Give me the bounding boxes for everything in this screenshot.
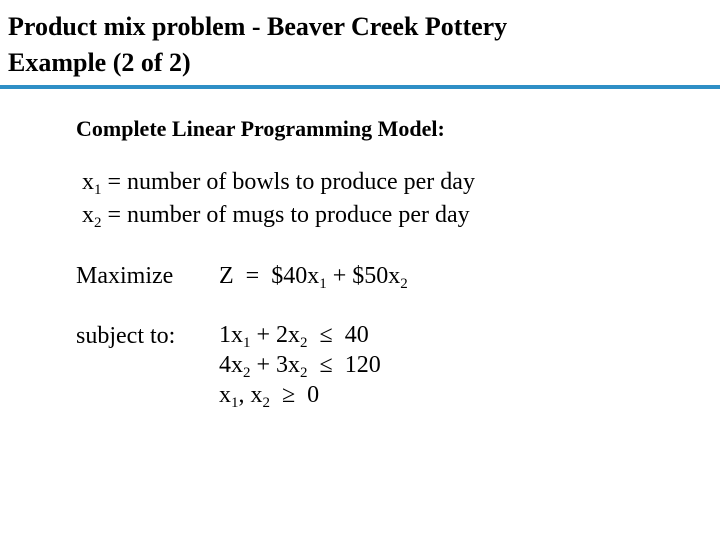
- constraint-relation: ≥ 0: [270, 382, 320, 408]
- constraint-term: 1x: [219, 322, 243, 348]
- objective-sub-1: 1: [319, 276, 327, 292]
- constraints-list: [219, 320, 381, 410]
- variable-name: x: [82, 169, 94, 195]
- constraint-row: [219, 380, 381, 410]
- constraint-term: x: [219, 382, 231, 408]
- constraint-relation: ≤ 40: [307, 322, 369, 348]
- variable-definition-2: [82, 199, 475, 232]
- constraints-label: subject to:: [76, 323, 176, 349]
- objective-lhs: Z = $40x: [219, 263, 320, 289]
- constraint-sub: 1: [231, 395, 239, 411]
- constraint-sub: 2: [262, 395, 270, 411]
- constraint-term: , x: [238, 382, 263, 408]
- constraint-term: 4x: [219, 352, 243, 378]
- objective-sub-2: 2: [400, 276, 408, 292]
- constraint-relation: ≤ 120: [307, 352, 381, 378]
- slide-title-line-1: Product mix problem - Beaver Creek Pottery: [8, 12, 508, 41]
- slide-title-line-2: Example (2 of 2): [8, 48, 191, 77]
- constraint-sub: 2: [300, 365, 308, 381]
- constraint-term: + 3x: [250, 352, 301, 378]
- variable-index: 1: [94, 182, 102, 198]
- slide-title: [8, 9, 507, 81]
- variable-name: x: [82, 202, 94, 228]
- constraint-row: [219, 320, 381, 350]
- variable-definitions: [82, 166, 475, 232]
- constraint-sub: 2: [243, 365, 251, 381]
- title-divider: [0, 85, 720, 89]
- variable-description: = number of bowls to produce per day: [101, 169, 475, 195]
- objective-label: Maximize: [76, 263, 174, 289]
- constraint-term: + 2x: [250, 322, 301, 348]
- model-heading: Complete Linear Programming Model:: [76, 116, 445, 141]
- variable-description: = number of mugs to produce per day: [101, 202, 470, 228]
- objective-mid: + $50x: [326, 263, 401, 289]
- objective-function: [219, 260, 408, 293]
- constraint-sub: 2: [300, 335, 308, 351]
- constraint-row: [219, 350, 381, 380]
- constraint-sub: 1: [243, 335, 251, 351]
- variable-index: 2: [94, 215, 102, 231]
- variable-definition-1: [82, 166, 475, 199]
